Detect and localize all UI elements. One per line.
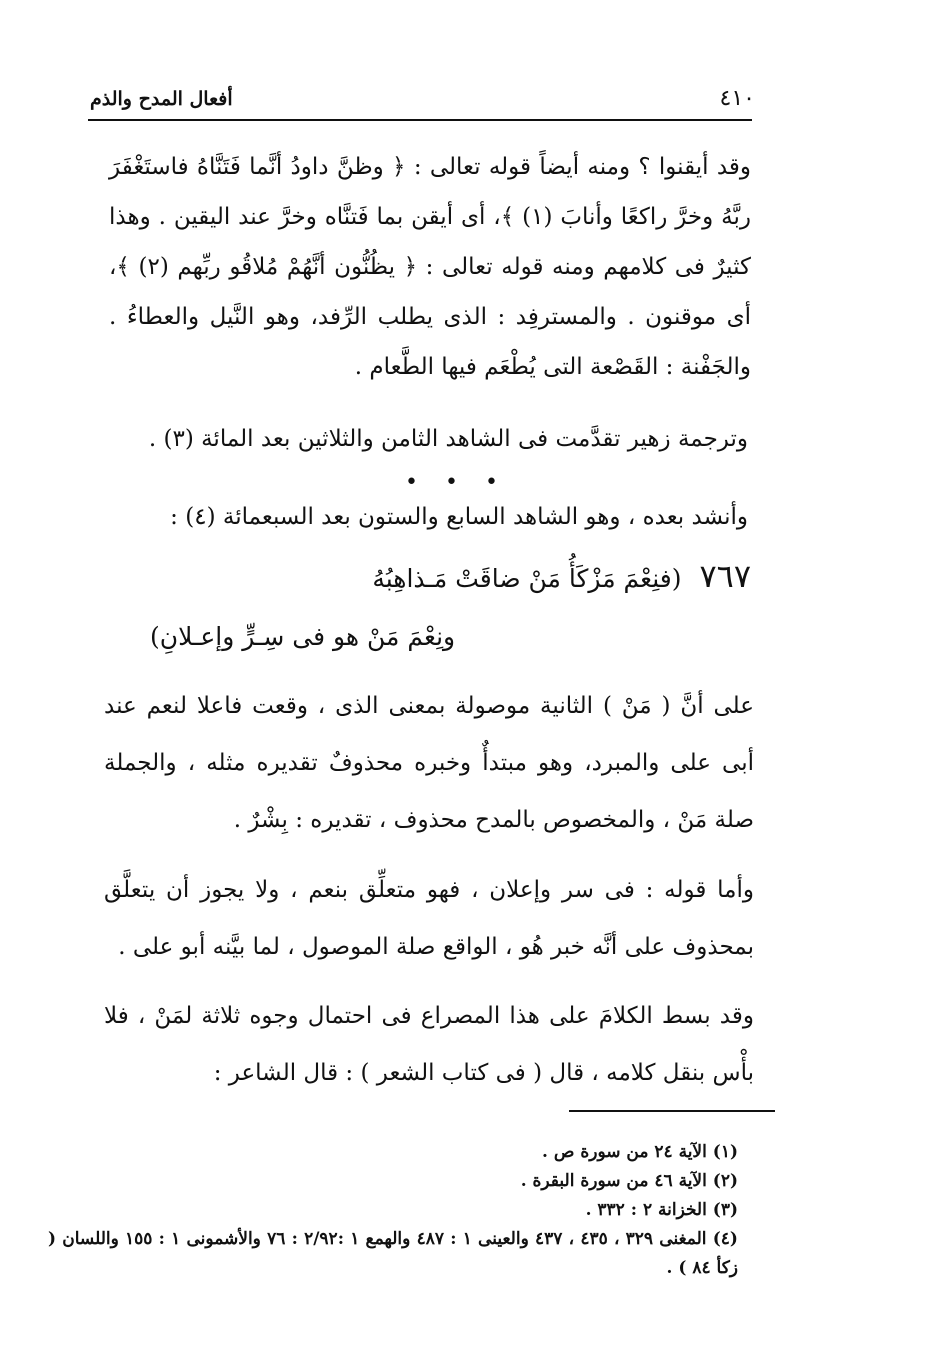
running-title: أفعال المدح والذم xyxy=(90,88,233,110)
verse-number: ٧٦٧ xyxy=(699,557,751,595)
footnote-4: (٤) المغنى ٣٢٩ ، ٤٣٥ ، ٤٣٧ والعينى ١ : ٤٨٧ والهمع ١ :٢/٩٢ : ٧٦ والأشمونى ١ : ١٥٥ واللسان ( زكأ ٨٤ ) . xyxy=(48,1229,738,1278)
page-header xyxy=(90,86,755,116)
page-number: ٤١٠ xyxy=(719,86,755,111)
section-separator: • • • xyxy=(405,470,508,495)
paragraph-zuhair-note: وترجمة زهير تقدَّمت فى الشاهد الثامن والثلاثين بعد المائة (٣) . xyxy=(148,426,748,452)
footnote-3: (٣) الخزانة ٢ : ٣٣٢ . xyxy=(585,1200,738,1220)
footnote-rule xyxy=(569,1110,775,1112)
verse-line-2: ونِعْمَ مَنْ هو فى سِـرٍّ وإعـلانِ) xyxy=(150,622,456,651)
paragraph-grammar-analysis: على أنَّ ( مَنْ ) الثانية موصولة بمعنى الذى ، وقعت فاعلا لنعم عند أبى على والمبرد، وهو مبتدأٌ وخبره محذوفٌ تقديره مثله ، والجملة صلة مَنْ ، والمخصوص بالمدح محذوف ، تقديره : بِشْرٌ . xyxy=(104,693,754,833)
footnote-1: (١) الآية ٢٤ من سورة ص . xyxy=(542,1142,738,1162)
footnotes xyxy=(48,1138,738,1283)
paragraph-prepositional-note: وأما قوله : فى سر وإعلان ، فهو متعلِّق بنعم ، ولا يجوز أن يتعلَّق بمحذوف على أنَّه خبر هُو ، الواقع صلة الموصول ، لما بيَّنه أبو على . xyxy=(104,877,754,960)
footnote-2: (٢) الآية ٤٦ من سورة البقرة . xyxy=(520,1171,738,1191)
header-rule xyxy=(88,119,752,121)
verse-first-hemistich xyxy=(372,548,751,607)
paragraph-verse-intro: وأنشد بعده ، وهو الشاهد السابع والستون بعد السبعمائة (٤) : xyxy=(170,504,748,530)
paragraph-abu-ali-quote: وقد بسط الكلامَ على هذا المصراع فى احتمال وجوه ثلاثة لمَنْ ، فلا بأْس بنقل كلامه ، قال ( فى كتاب الشعر ) : قال الشاعر : xyxy=(104,1003,754,1086)
verse-line-1: (فنِعْمَ مَزْكَأُ مَنْ ضاقَتْ مَـذاهِبُهُ xyxy=(372,564,682,593)
paragraph-quran-commentary: وقد أيقنوا ؟ ومنه أيضاً قوله تعالى : ﴿ وظنَّ داودُ أنَّما فَتَنَّاهُ فاستَغْفَرَ ربَّهُ وخرَّ راكعًا وأنابَ (١) ﴾، أى أيقن بما فَتنَّاه وخرَّ عند اليقين . وهذا كثيرٌ فى كلامهم ومنه قوله تعالى : ﴿ يظُنُّون أنَّهُمْ مُلاقُو ربِّهم (٢) ﴾، أى موقنون . والمسترفِد : الذى يطلب الرِّفد، وهو النَّيل والعطاءُ . والجَفْنة : القَصْعة التى يُطْعَم فيها الطَّعام . xyxy=(109,154,752,380)
